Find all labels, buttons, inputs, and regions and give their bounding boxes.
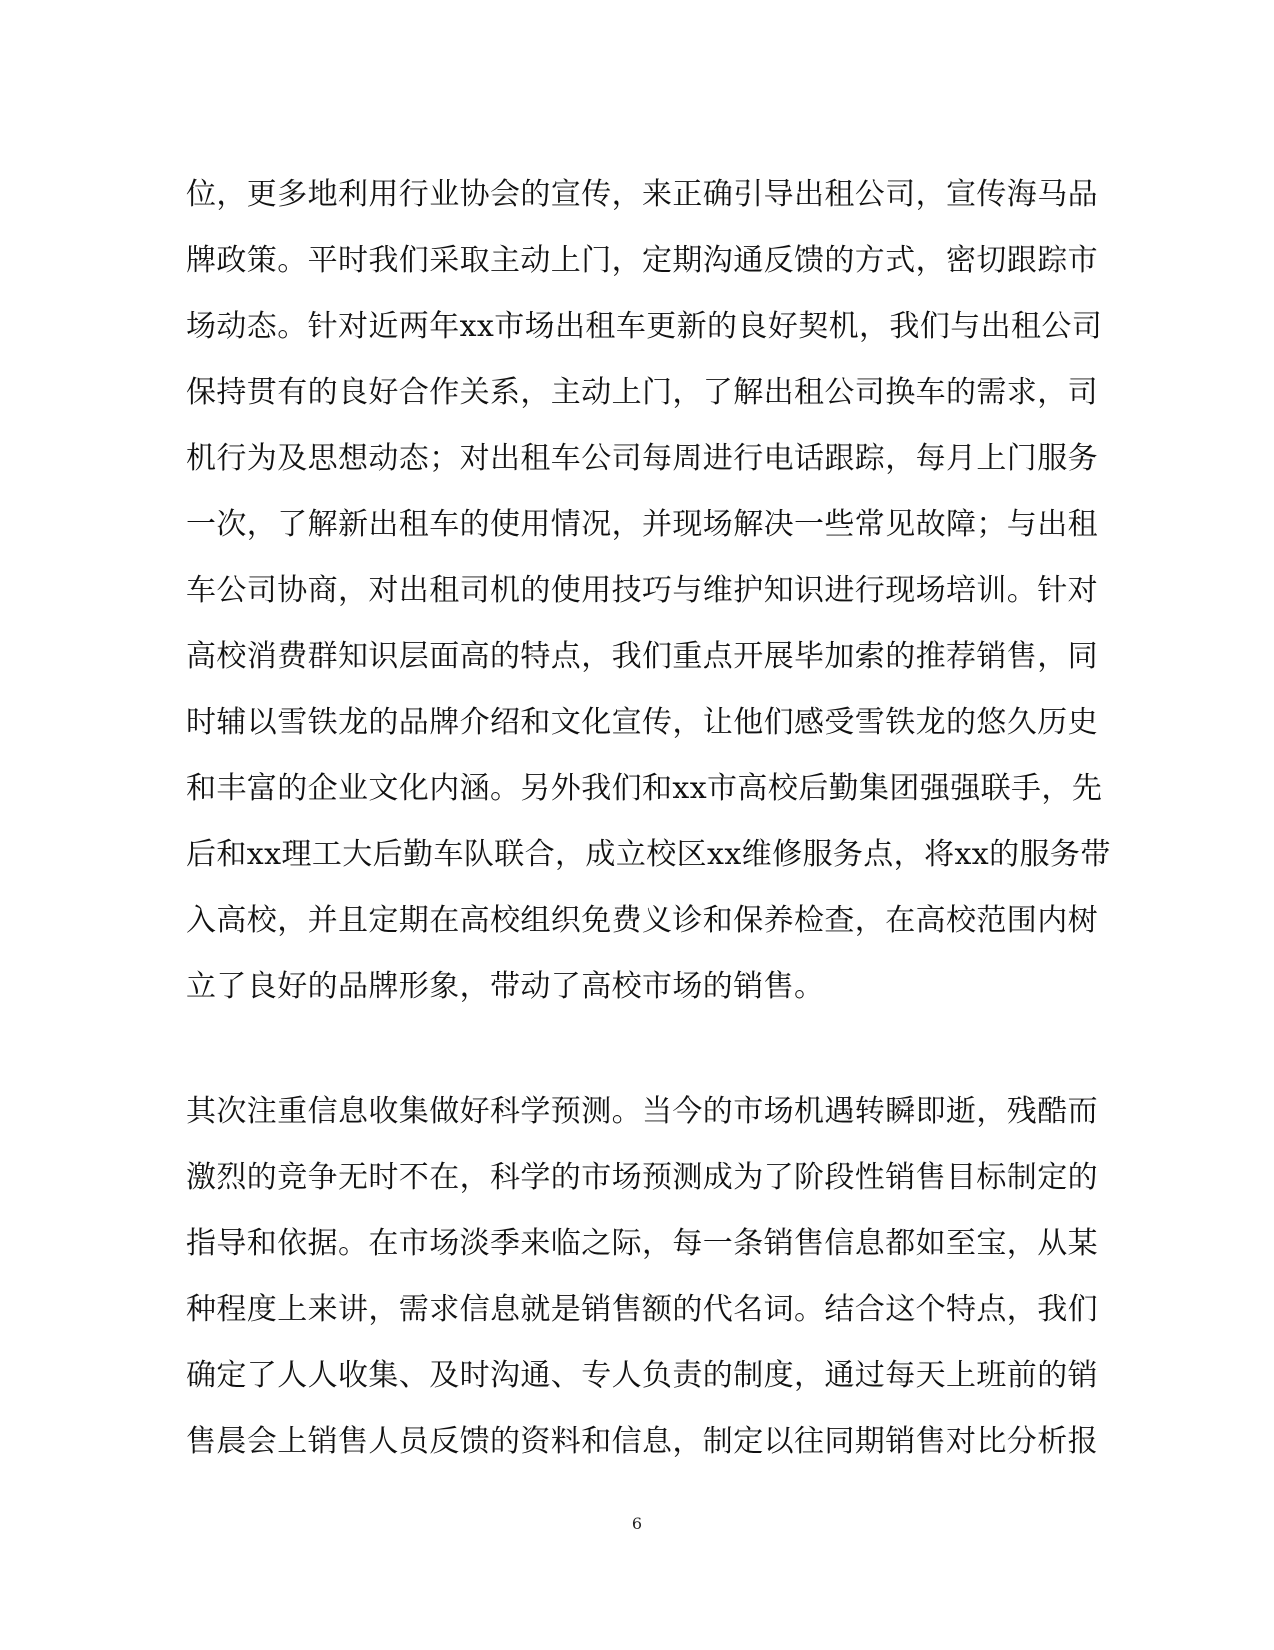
paragraph-line: 确定了人人收集、及时沟通、专人负责的制度，通过每天上班前的销 — [186, 1358, 1098, 1393]
paragraph-line: 售晨会上销售人员反馈的资料和信息，制定以往同期销售对比分析报 — [186, 1424, 1098, 1459]
paragraph-line: 机行为及思想动态；对出租车公司每周进行电话跟踪，每月上门服务 — [186, 441, 1098, 476]
paragraph-line: 种程度上来讲，需求信息就是销售额的代名词。结合这个特点，我们 — [186, 1292, 1098, 1327]
paragraph-line: 高校消费群知识层面高的特点，我们重点开展毕加索的推荐销售，同 — [186, 639, 1098, 674]
paragraph-line: 其次注重信息收集做好科学预测。当今的市场机遇转瞬即逝，残酷而 — [186, 1094, 1098, 1129]
paragraph-line: 牌政策。平时我们采取主动上门，定期沟通反馈的方式，密切跟踪市 — [186, 243, 1098, 278]
paragraph-line: 和丰富的企业文化内涵。另外我们和xx市高校后勤集团强强联手，先 — [186, 771, 1103, 806]
paragraph-line: 入高校，并且定期在高校组织免费义诊和保养检查，在高校范围内树 — [186, 903, 1098, 938]
paragraph-line: 位，更多地利用行业协会的宣传，来正确引导出租公司，宣传海马品 — [186, 177, 1098, 212]
paragraph-line: 保持贯有的良好合作关系，主动上门，了解出租公司换车的需求，司 — [186, 375, 1098, 410]
paragraph-line: 指导和依据。在市场淡季来临之际，每一条销售信息都如至宝，从某 — [186, 1226, 1098, 1261]
paragraph-line: 车公司协商，对出租司机的使用技巧与维护知识进行现场培训。针对 — [186, 573, 1098, 608]
paragraph-line: 激烈的竞争无时不在，科学的市场预测成为了阶段性销售目标制定的 — [186, 1160, 1098, 1195]
paragraph-line: 后和xx理工大后勤车队联合，成立校区xx维修服务点，将xx的服务带 — [186, 837, 1111, 872]
paragraph-1 — [186, 162, 1111, 1020]
page-number: 6 — [631, 1514, 643, 1533]
paragraph-line: 时辅以雪铁龙的品牌介绍和文化宣传，让他们感受雪铁龙的悠久历史 — [186, 705, 1098, 740]
paragraph-line: 一次，了解新出租车的使用情况，并现场解决一些常见故障；与出租 — [186, 507, 1098, 542]
paragraph-line: 立了良好的品牌形象，带动了高校市场的销售。 — [186, 969, 825, 1004]
paragraph-line: 场动态。针对近两年xx市场出租车更新的良好契机，我们与出租公司 — [186, 309, 1103, 344]
paragraph-2 — [186, 1079, 1098, 1475]
